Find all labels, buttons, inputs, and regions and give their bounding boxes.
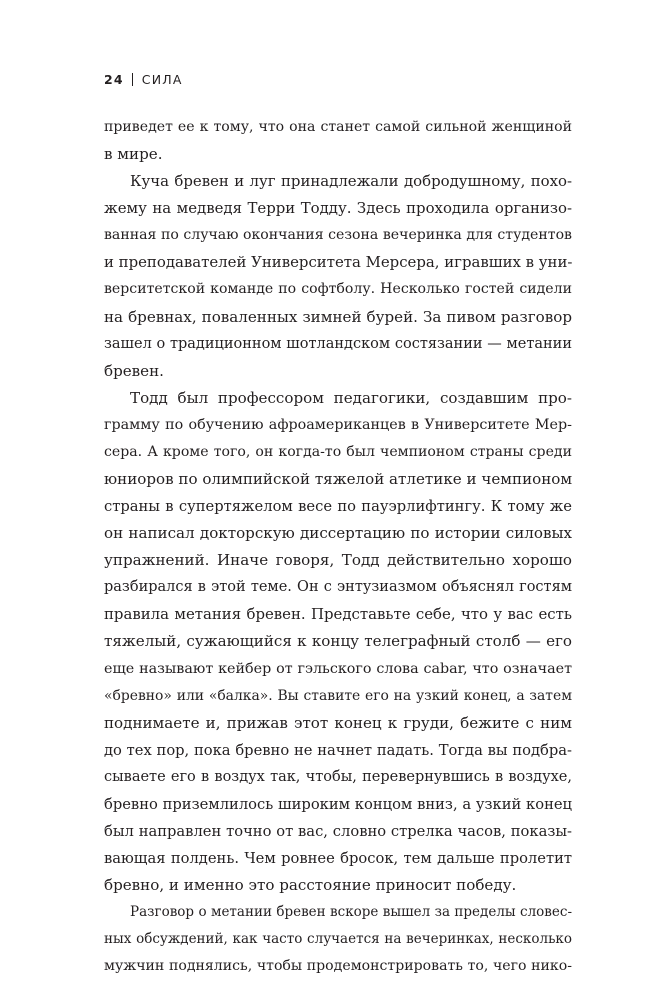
text-line: вающая полдень. Чем ровнее бросок, тем дальше пролетит [104,850,572,868]
text-line: приведет ее к тому, что она станет самой сильной женщиной [104,119,572,135]
text-line: тяжелый, сужающийся к концу телеграфный столб — его [104,632,572,651]
text-line: разбирался в этой теме. Он с энтузиазмом объяснял гостям [104,579,572,596]
text-line: жему на медведя Терри Тодду. Здесь проходила организо- [104,199,572,218]
text-line: в мире. [104,145,163,164]
text-line: правила метания бревен. Представьте себе, что у вас есть [104,605,572,624]
text-line: был направлен точно от вас, словно стрелка часов, показы- [104,823,572,841]
text-line: «бревно» или «балка». Вы ставите его на узкий конец, а затем [104,687,572,704]
text-line: бревен. [104,361,164,380]
text-line: мужчин поднялись, чтобы продемонстрировать то, чего нико- [104,958,572,975]
text-line: упражнений. Иначе говоря, Тодд действительно хорошо [104,551,572,570]
text-line: ванная по случаю окончания сезона вечеринка для студентов [104,227,572,244]
text-line: он написал докторскую диссертацию по истории силовых [104,524,572,543]
text-line: еще называют кейбер от гэльского слова cabar, что означает [104,660,572,677]
text-line: и преподавателей Университета Мерсера, игравших в уни- [104,253,573,272]
text-line: поднимаете и, прижав этот конец к груди, бежите с ним [104,713,572,732]
text-line: верситетской команде по софтболу. Несколько гостей сидели [104,281,572,298]
text-line: страны в супертяжелом весе по пауэрлифтингу. К тому же [104,498,572,516]
running-head [104,68,183,92]
text-line: сера. А кроме того, он когда-то был чемпионом страны среди [104,443,572,460]
text-line: бревно, и именно это расстояние приносит победу. [104,876,517,895]
text-line: до тех пор, пока бревно не начнет падать. Тогда вы подбра- [104,741,572,759]
text-line: ных обсуждений, как часто случается на вечеринках, несколько [104,931,572,948]
chapter-title: СИЛА [141,72,183,87]
text-line: сываете его в воздух так, чтобы, перевернувшись в воздухе, [104,768,572,785]
text-line: Тодд был профессором педагогики, создавшим про- [130,388,572,407]
text-line: юниоров по олимпийской тяжелой атлетике и чемпионом [104,470,573,489]
text-line: Разговор о метании бревен вскоре вышел за пределы словес- [130,904,572,921]
text-line: бревно приземлилось широким концом вниз, а узкий конец [104,795,572,813]
text-line: грамму по обучению афроамериканцев в Университете Мер- [104,416,572,433]
paragraph [104,385,572,899]
body-text [104,114,572,981]
paragraph [104,168,572,385]
paragraph [104,114,572,168]
paragraph [104,899,572,980]
text-line: зашел о традиционном шотландском состязании — метании [104,335,572,352]
page-number: 24 [104,72,124,87]
text-line: Куча бревен и луг принадлежали добродушному, похо- [130,172,572,191]
text-line: на бревнах, поваленных зимней бурей. За пивом разговор [104,307,572,326]
header-divider [132,73,133,86]
